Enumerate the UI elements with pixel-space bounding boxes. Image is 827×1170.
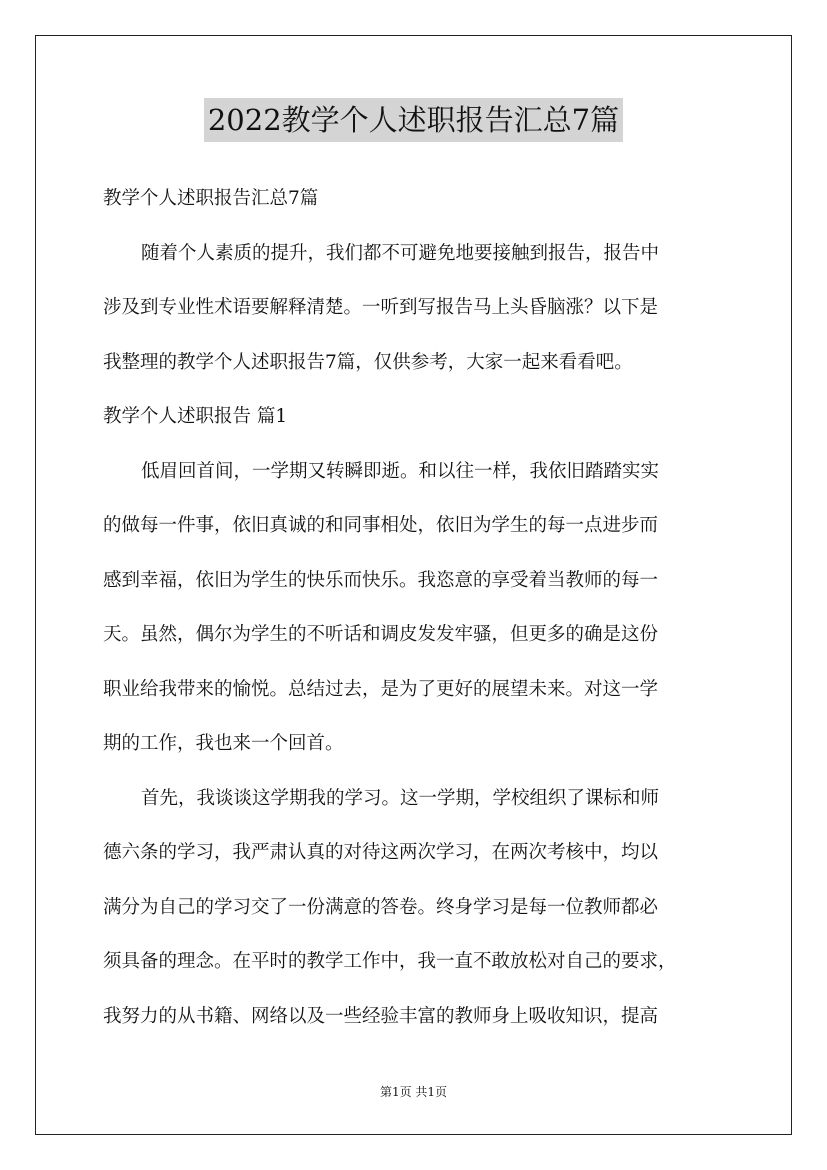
paragraph-line: 首先，我谈谈这学期我的学习。这一学期，学校组织了课标和师 xyxy=(141,787,660,809)
title-container xyxy=(0,98,827,142)
document-subtitle: 教学个人述职报告汇总7篇 xyxy=(103,188,319,209)
document-title: 2022教学个人述职报告汇总7篇 xyxy=(204,98,623,142)
document-body xyxy=(103,172,743,1044)
paragraph-line: 的做每一件事，依旧真诚的和同事相处，依旧为学生的每一点进步而 xyxy=(103,515,659,536)
page-footer: 第1页 共1页 xyxy=(379,1085,448,1099)
paragraph-line: 感到幸福，依旧为学生的快乐而快乐。我恣意的享受着当教师的每一 xyxy=(103,569,659,591)
section-heading: 教学个人述职报告 篇1 xyxy=(103,406,288,427)
paragraph-line: 职业给我带来的愉悦。总结过去，是为了更好的展望未来。对这一学 xyxy=(103,678,659,700)
paragraph-line: 涉及到专业性术语要解释清楚。一听到写报告马上头昏脑涨？以下是 xyxy=(103,297,659,318)
paragraph-line: 德六条的学习，我严肃认真的对待这两次学习，在两次考核中，均以 xyxy=(103,842,659,863)
paragraph-line: 期的工作，我也来一个回首。 xyxy=(103,733,344,754)
paragraph-line: 满分为自己的学习交了一份满意的答卷。终身学习是每一位教师都必 xyxy=(103,896,659,918)
paragraph-line: 我整理的教学个人述职报告7篇，仅供参考，大家一起来看看吧。 xyxy=(103,351,633,373)
paragraph-line: 低眉回首间，一学期又转瞬即逝。和以往一样，我依旧踏踏实实 xyxy=(141,460,660,482)
paragraph-line: 须具备的理念。在平时的教学工作中，我一直不敢放松对自己的要求， xyxy=(103,951,677,972)
paragraph-line: 随着个人素质的提升，我们都不可避免地要接触到报告，报告中 xyxy=(141,242,660,264)
paragraph-line: 我努力的从书籍、网络以及一些经验丰富的教师身上吸收知识，提高 xyxy=(103,1005,659,1027)
paragraph-line: 天。虽然，偶尔为学生的不听话和调皮发发牢骚，但更多的确是这份 xyxy=(103,624,659,645)
